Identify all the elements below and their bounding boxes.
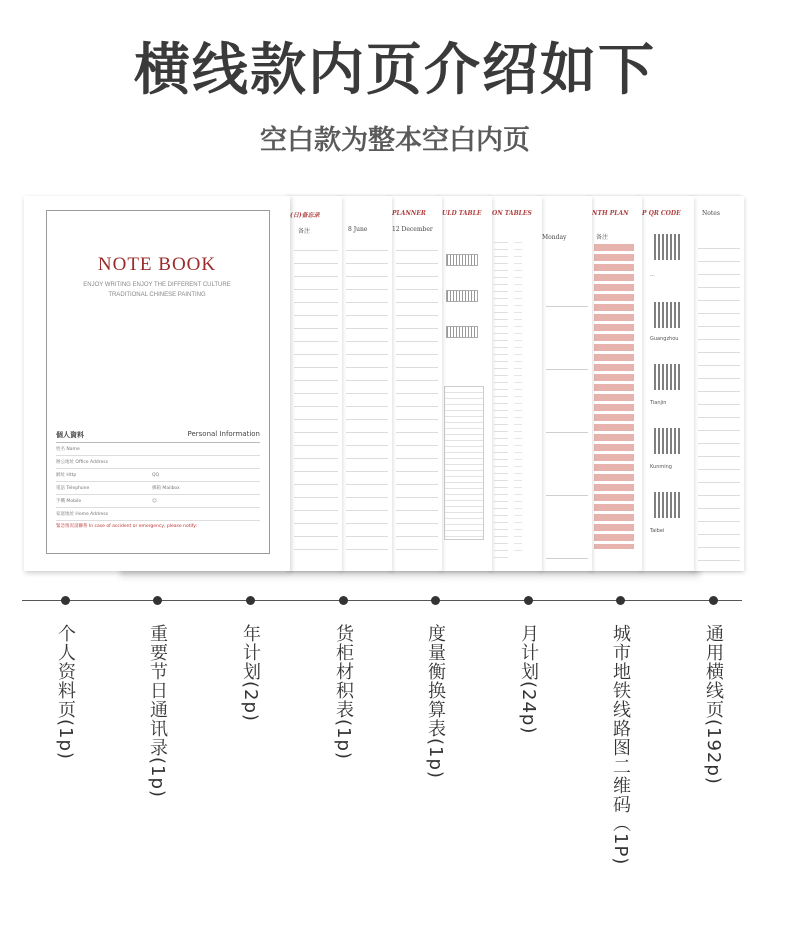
- info-row: 辦公地址 Office Address: [56, 456, 260, 469]
- page-qr-head: P QR CODE: [642, 210, 681, 217]
- timeline-dot: [431, 596, 440, 605]
- ruled-lines: [698, 236, 740, 561]
- page-weekly-head: Monday: [542, 234, 567, 241]
- ruled-lines: [494, 236, 508, 561]
- info-heading-en: Personal Information: [187, 430, 260, 438]
- personal-info-header: [56, 430, 260, 443]
- page-month-plan-sub: 备注: [596, 234, 609, 241]
- emergency-note: 緊急情况請聯系 In case of accident or emergency, please notify:: [56, 524, 198, 529]
- qr-code-image: [654, 364, 680, 390]
- notebook-tagline: ENJOY WRITING ENJOY THE DIFFERENT CULTURE: [83, 282, 231, 288]
- notebook-title: NOTE BOOK: [97, 254, 217, 275]
- timeline-label: 城市地铁线路图二维码（1P): [610, 624, 631, 866]
- page-weekly: [540, 196, 592, 571]
- container-diagram: [446, 290, 478, 302]
- ruled-lines: [294, 238, 338, 561]
- personal-info-form: [56, 430, 260, 533]
- page-year-plan-2: [390, 196, 442, 571]
- plan-bars: [594, 244, 634, 549]
- timeline-label: 重要节日通讯录(1p): [147, 624, 168, 798]
- page-holiday-sub: 备注: [298, 228, 311, 235]
- container-diagram: [446, 254, 478, 266]
- info-row: 家庭地址 Home Address: [56, 508, 260, 521]
- page-notes: [692, 196, 744, 571]
- notebook-tagline: TRADITIONAL CHINESE PAINTING: [108, 292, 206, 298]
- ruled-lines: [546, 244, 588, 561]
- qr-caption: Taibei: [650, 528, 665, 534]
- timeline-dot: [709, 596, 718, 605]
- qr-code-image: [654, 302, 680, 328]
- page-june-head: 8 June: [348, 226, 368, 233]
- timeline-dot: [524, 596, 533, 605]
- timeline-label: 年计划(2p): [240, 624, 261, 722]
- date-column: [514, 236, 522, 557]
- page-month-plan: [590, 196, 642, 571]
- timeline-label: 月计划(24p): [518, 624, 539, 735]
- page-container-head: ULD TABLE: [442, 210, 482, 217]
- qr-code-image: [654, 492, 680, 518]
- ruled-lines: [346, 238, 388, 561]
- info-row: 手機 Mobile ☺: [56, 495, 260, 508]
- page-conversion-table: [490, 196, 542, 571]
- qr-caption: ...: [650, 272, 655, 278]
- page-qr-codes: [640, 196, 694, 571]
- timeline-label: 度量衡换算表(1p): [425, 624, 446, 779]
- timeline-dot: [339, 596, 348, 605]
- page-holiday-head: (日)备忘录: [290, 212, 320, 219]
- info-row: 電話 Telephone 郵箱 Mailbox: [56, 482, 260, 495]
- timeline-dot: [61, 596, 70, 605]
- page-month-plan-head: NTH PLAN: [592, 210, 629, 217]
- page-title: 横线款内页介绍如下: [134, 38, 656, 103]
- timeline-dot: [246, 596, 255, 605]
- page-planner-head: PLANNER: [392, 210, 426, 217]
- page-container-table: [440, 196, 492, 571]
- wechat-icon: ☺: [152, 499, 157, 504]
- timeline-label: 个人资料页(1p): [55, 624, 76, 760]
- container-table: [444, 386, 484, 540]
- personal-info-page: [24, 196, 290, 571]
- timeline-dot: [616, 596, 625, 605]
- page-holiday-contacts: [288, 196, 342, 571]
- page-conversion-head: ON TABLES: [492, 210, 532, 217]
- qr-code-image: [654, 234, 680, 260]
- timeline-label: 通用横线页(192p): [703, 624, 724, 785]
- qr-caption: Guangzhou: [650, 336, 679, 342]
- page-year-plan-1: [340, 196, 392, 571]
- qr-caption: Kunming: [650, 464, 672, 470]
- timeline-dot: [153, 596, 162, 605]
- qr-caption: Tianjin: [650, 400, 667, 406]
- ruled-lines: [396, 238, 438, 561]
- page-planner-sub: 12 December: [392, 226, 433, 233]
- timeline-label: 货柜材积表(1p): [333, 624, 354, 760]
- timeline-line: [22, 600, 742, 601]
- container-diagram: [446, 326, 478, 338]
- page-notes-head: Notes: [702, 210, 720, 217]
- info-heading-cn: 個人資料: [56, 431, 84, 439]
- page-subtitle: 空白款为整本空白内页: [260, 125, 530, 156]
- info-row: 網址 Http QQ: [56, 469, 260, 482]
- qr-code-image: [654, 428, 680, 454]
- info-row: 姓名 Name: [56, 443, 260, 456]
